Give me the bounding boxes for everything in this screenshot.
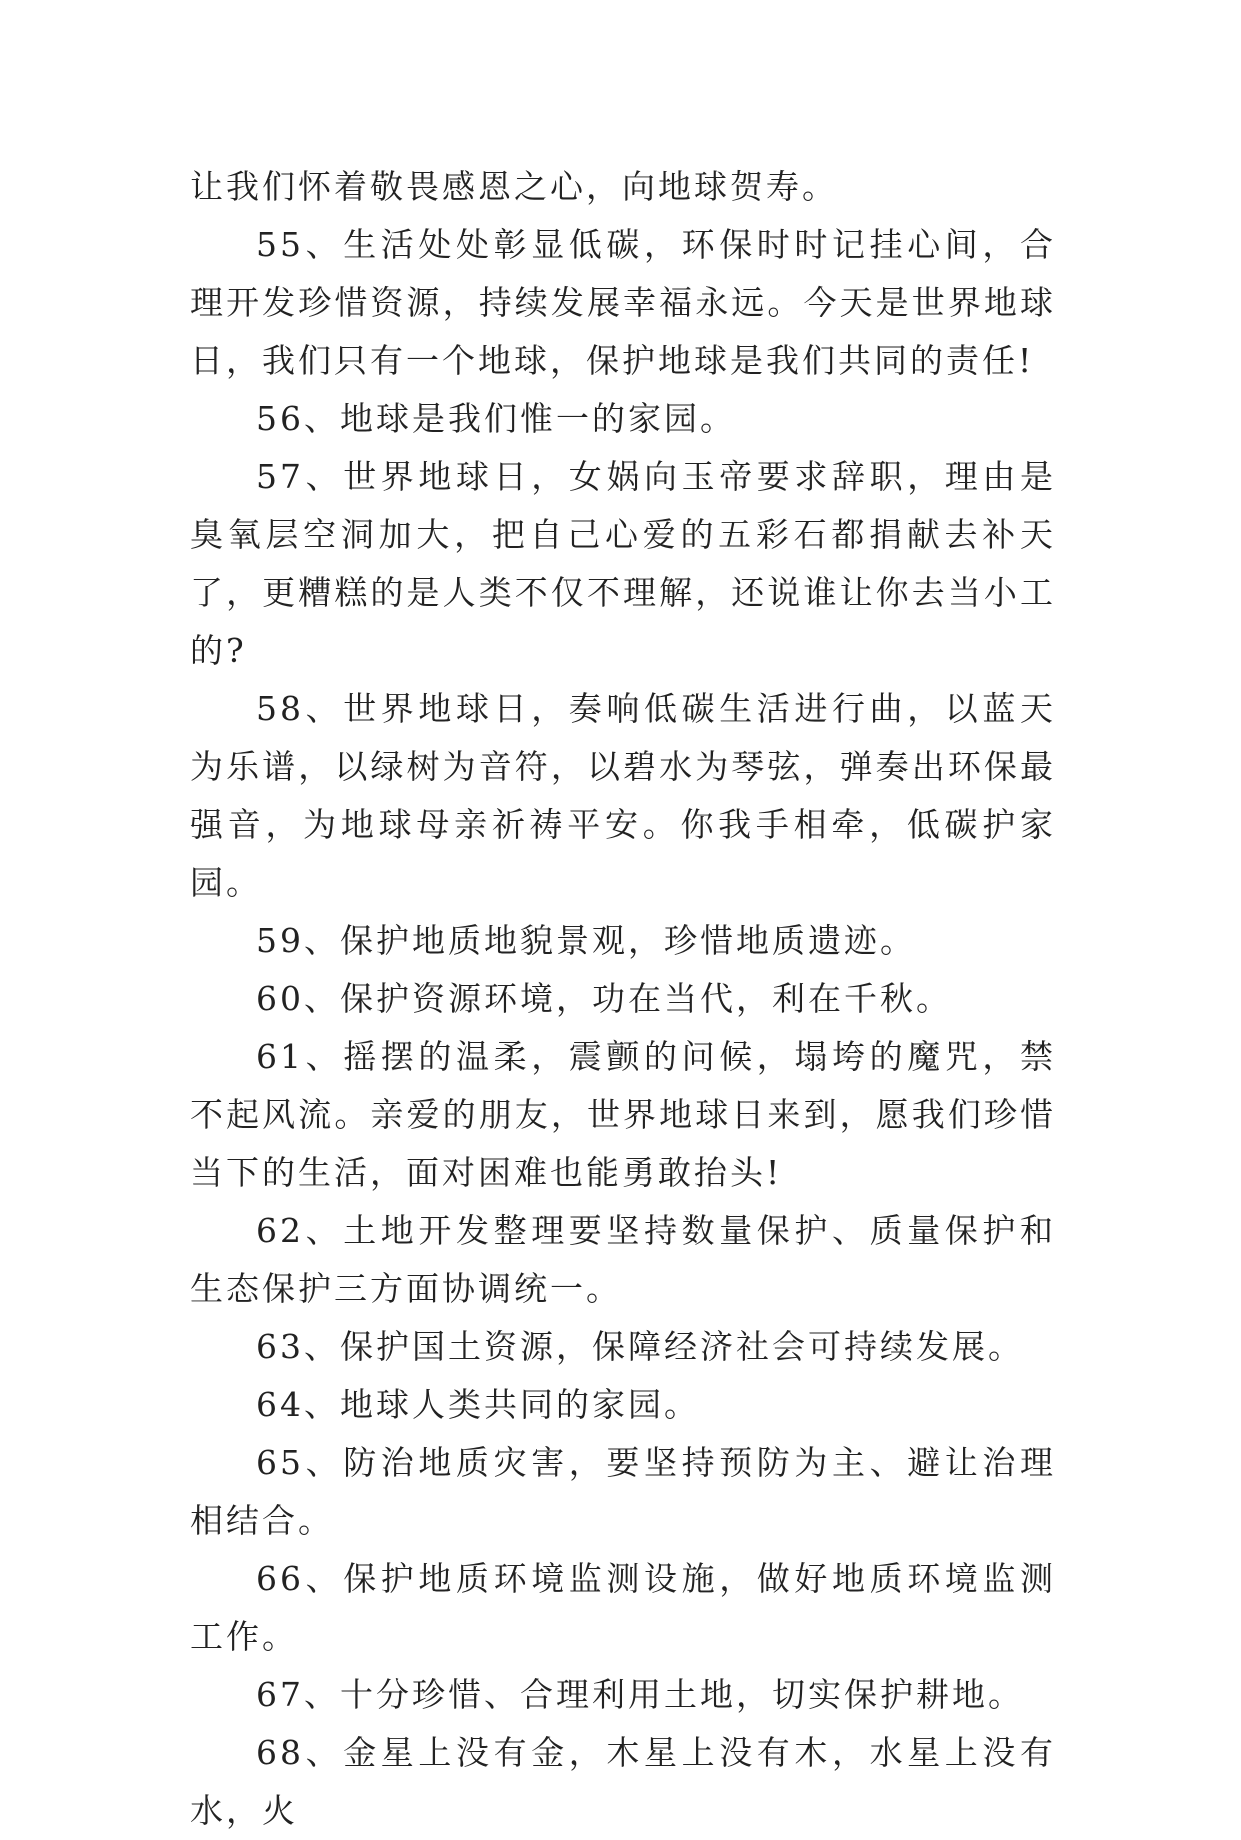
paragraph-59: 59、保护地质地貌景观，珍惜地质遗迹。 bbox=[256, 921, 916, 960]
paragraph-67: 67、十分珍惜、合理利用土地，切实保护耕地。 bbox=[256, 1675, 1024, 1714]
paragraph-60: 60、保护资源环境，功在当代，利在千秋。 bbox=[256, 979, 952, 1018]
paragraph-62: 62、土地开发整理要坚持数量保护、质量保护和生态保护三方面协调统一。 bbox=[190, 1211, 1056, 1308]
paragraph-55: 55、生活处处彰显低碳，环保时时记挂心间，合理开发珍惜资源，持续发展幸福永远。今天是世界地球日，我们只有一个地球，保护地球是我们共同的责任! bbox=[190, 225, 1056, 380]
paragraph-61: 61、摇摆的温柔，震颤的问候，塌垮的魔咒，禁不起风流。亲爱的朋友，世界地球日来到，愿我们珍惜当下的生活，面对困难也能勇敢抬头! bbox=[190, 1037, 1056, 1192]
document-body bbox=[190, 158, 1056, 1840]
paragraph-58: 58、世界地球日，奏响低碳生活进行曲，以蓝天为乐谱，以绿树为音符，以碧水为琴弦，弹奏出环保最强音，为地球母亲祈祷平安。你我手相牵，低碳护家园。 bbox=[190, 689, 1056, 902]
paragraph-57: 57、世界地球日，女娲向玉帝要求辞职，理由是臭氧层空洞加大，把自己心爱的五彩石都捐献去补天了，更糟糕的是人类不仅不理解，还说谁让你去当小工的? bbox=[190, 457, 1056, 670]
paragraph-65: 65、防治地质灾害，要坚持预防为主、避让治理相结合。 bbox=[190, 1443, 1056, 1540]
paragraph-66: 66、保护地质环境监测设施，做好地质环境监测工作。 bbox=[190, 1559, 1056, 1656]
paragraph-68: 68、金星上没有金，木星上没有木，水星上没有水，火 bbox=[190, 1733, 1056, 1830]
paragraph-continuation: 让我们怀着敬畏感恩之心，向地球贺寿。 bbox=[190, 167, 838, 206]
paragraph-63: 63、保护国土资源，保障经济社会可持续发展。 bbox=[256, 1327, 1024, 1366]
paragraph-56: 56、地球是我们惟一的家园。 bbox=[256, 399, 736, 438]
paragraph-64: 64、地球人类共同的家园。 bbox=[256, 1385, 700, 1424]
